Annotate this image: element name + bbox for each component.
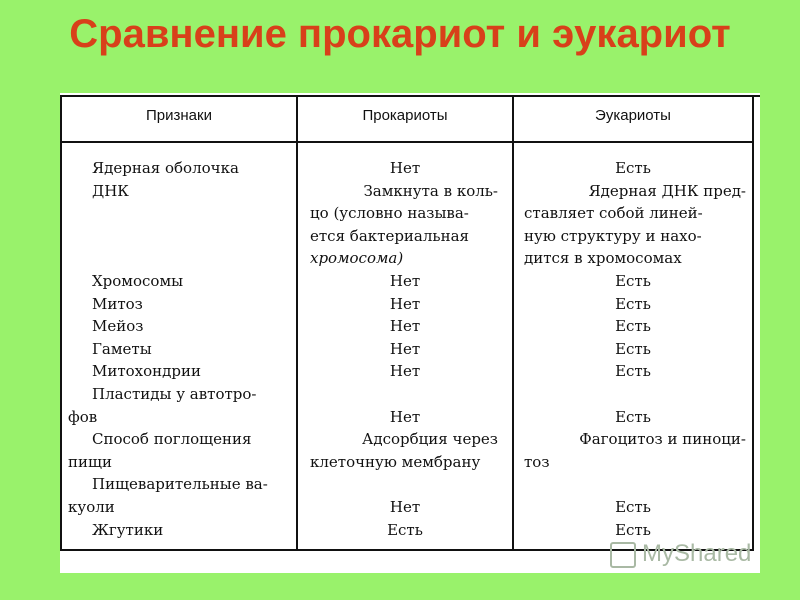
feature-cell: Митоз [92,294,143,313]
eukaryote-cell: Есть [615,317,651,336]
table-top-border [60,95,760,97]
prokaryote-cell [298,473,512,496]
eukaryote-cell: Есть [615,294,651,313]
eukaryote-cell: Есть [615,159,651,177]
header-prokaryotes: Прокариоты [362,107,448,124]
comparison-table [60,93,760,573]
eukaryote-cell: Есть [615,407,651,426]
feature-cell: Жгутики [92,520,164,539]
eukaryote-cell: дится в хромосомах [524,249,682,268]
eukaryote-cell: Есть [615,497,651,516]
eukaryote-cell [514,383,752,406]
feature-cell: Пищеварительные ва- [92,475,268,494]
header-eukaryotes: Эукариоты [595,107,671,124]
feature-cell: Гаметы [92,339,152,358]
eukaryote-cell: Есть [615,339,651,358]
eukaryote-cell: Есть [615,362,651,381]
eukaryote-cell [514,473,752,496]
feature-cell: Ядерная оболочка [92,159,239,177]
eukaryote-cell: Ядерная ДНК пред- [588,181,746,200]
prokaryote-cell: Есть [387,520,423,539]
eukaryote-cell: Есть [615,271,651,290]
header-features: Признаки [146,107,212,124]
prokaryote-cell: Нет [389,497,421,516]
eukaryote-cell: тоз [524,452,550,471]
prokaryote-cell: Замкнута в коль- [363,181,498,200]
right-border [752,95,754,551]
prokaryote-cell: Нет [389,294,421,313]
prokaryote-cell: Нет [389,271,421,290]
feature-cell: Мейоз [92,317,144,336]
feature-cell: ДНК [92,181,129,200]
prokaryote-cell: клеточную мембрану [310,452,481,471]
watermark-logo-icon [610,542,636,568]
eukaryote-cell: Фагоцитоз и пиноци- [579,430,746,449]
watermark [610,540,751,568]
watermark-text: MyShared [642,540,752,567]
prokaryote-cell: Адсорбция через [362,430,498,449]
prokaryote-cell: хромосома) [310,249,404,268]
feature-cell: пищи [68,452,112,471]
feature-cell [62,225,296,248]
header-divider [60,141,753,143]
feature-cell [62,247,296,270]
prokaryote-cell: Нет [389,407,421,426]
slide-title: Сравнение прокариот и эукариот [69,12,731,56]
feature-cell: Способ поглощения [92,430,252,449]
prokaryote-cell [298,383,512,406]
feature-cell [62,202,296,225]
prokaryote-cell: Нет [389,317,421,336]
prokaryote-cell: ется бактериальная [310,226,469,245]
eukaryote-cell: ную структуру и нахо- [524,226,702,245]
feature-cell: Митохондрии [92,362,202,381]
eukaryote-cell: ставляет собой линей- [524,204,703,223]
prokaryote-cell: Нет [389,159,421,177]
prokaryote-cell: Нет [389,339,421,358]
eukaryote-cell: Есть [615,520,651,539]
feature-cell: Хромосомы [92,271,184,290]
prokaryote-cell: Нет [389,362,421,381]
features-column [62,157,296,541]
prokaryote-cell: цо (условно называ- [310,204,469,223]
eukaryotes-column [514,157,752,541]
prokaryotes-column [298,157,512,541]
feature-cell: фов [68,407,98,426]
feature-cell: куоли [68,497,115,516]
feature-cell: Пластиды у автотро- [92,384,257,403]
